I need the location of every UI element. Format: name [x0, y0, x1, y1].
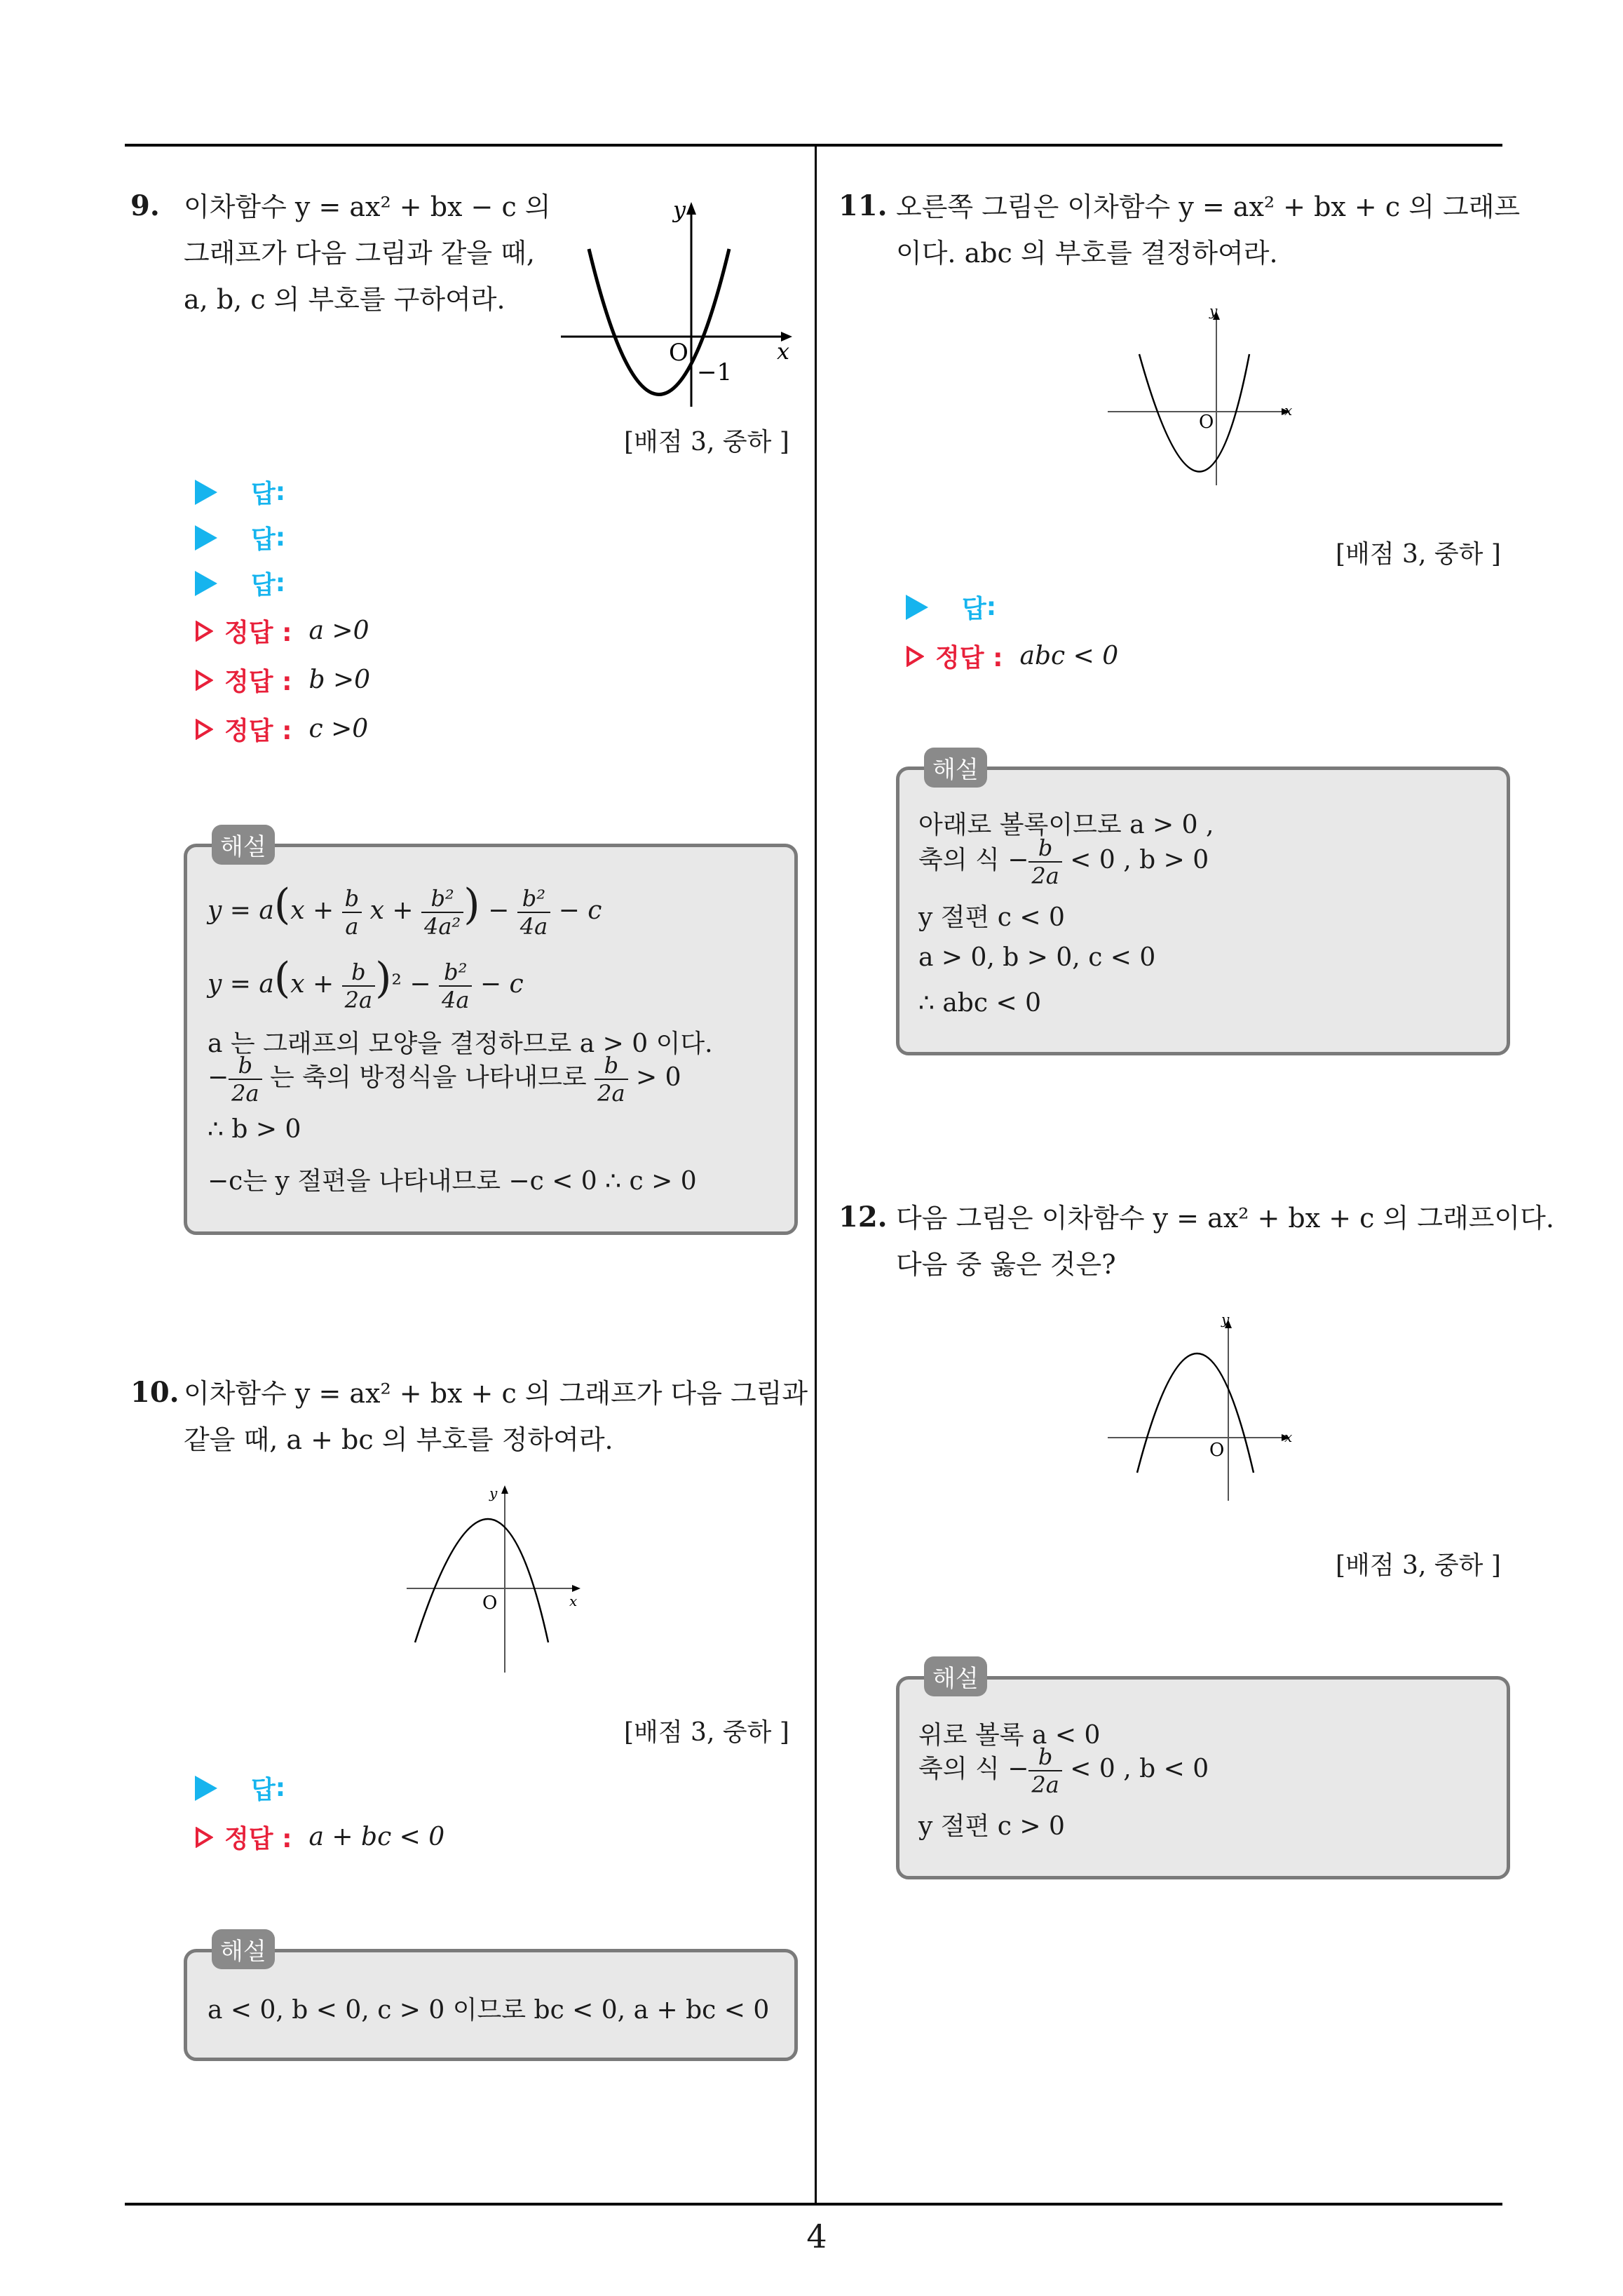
solution-line: − $\frac{b}{2a}$ 는 축의 방정식을 나타내므로 $\frac{b}{2a}$ > 0 — [208, 1052, 681, 1107]
play-icon — [195, 571, 217, 596]
solution-line: y = a(x + $\frac{b}{2a}$ )² − $\frac{\text{b²}}{4a}$ − c — [208, 954, 524, 1013]
origin-label: O — [482, 1593, 498, 1614]
play-icon — [195, 525, 217, 551]
y-axis-label: y — [1209, 302, 1218, 319]
question-text-line: 이다. abc 의 부호를 결정하여라. — [896, 238, 1278, 269]
answer-row: 답 : — [195, 474, 285, 510]
correct-answer-value: c >0 — [308, 715, 369, 743]
question-text-line: 오른쪽 그림은 이차함수 y = ax² + bx + c 의 그래프 — [896, 191, 1521, 222]
solution-line: 축의 식 − $\frac{b}{2a}$ < 0 , b > 0 — [918, 835, 1209, 889]
question-number: 9. — [130, 189, 160, 222]
correct-answer-label: 정답 : — [224, 1825, 292, 1853]
outline-triangle-icon — [195, 621, 213, 642]
parabola-graph — [561, 196, 799, 407]
answer-row: 답 : — [195, 520, 285, 555]
question-text-line: 다음 그림은 이차함수 y = ax² + bx + c 의 그래프이다. — [896, 1203, 1554, 1234]
answer-row: 답 : — [195, 565, 285, 601]
correct-answer-label: 정답 : — [224, 717, 292, 745]
x-axis-label: x — [1284, 1429, 1293, 1445]
question-text-line: 이차함수 y = ax² + bx + c 의 그래프가 다음 그림과 — [184, 1378, 808, 1409]
solution-line: 아래로 볼록이므로 a > 0 , — [918, 811, 1214, 839]
score-label: [배점 3, 중하 ] — [624, 428, 789, 457]
origin-label: O — [669, 339, 688, 367]
score-label: [배점 3, 중하 ] — [1336, 1551, 1501, 1580]
correct-answer-row — [195, 662, 370, 698]
question-number: 11. — [838, 189, 888, 222]
answer-row: 답 : — [195, 1770, 285, 1806]
question-number: 10. — [130, 1376, 179, 1409]
correct-answer-row — [906, 638, 1118, 674]
correct-answer-value: abc < 0 — [1019, 642, 1119, 670]
play-icon — [195, 480, 217, 505]
solution-line: 위로 볼록 a < 0 — [918, 1721, 1101, 1750]
solution-line: −c는 y 절편을 나타내므로 −c < 0 ∴ c > 0 — [208, 1167, 697, 1196]
score-label: [배점 3, 중하 ] — [624, 1718, 789, 1747]
solution-tag: 해설 — [212, 825, 275, 865]
question-text-line: 이차함수 y = ax² + bx − c 의 — [184, 191, 551, 222]
top-rule — [125, 144, 1502, 147]
outline-triangle-icon — [906, 646, 924, 667]
solution-line: a < 0, b < 0, c > 0 이므로 bc < 0, a + bc < 0 — [208, 1996, 770, 2025]
origin-label: O — [1199, 412, 1214, 433]
correct-answer-label: 정답 : — [935, 644, 1003, 673]
outline-triangle-icon — [195, 670, 213, 691]
outline-triangle-icon — [195, 719, 213, 740]
answer-label: 답 — [251, 525, 276, 554]
bottom-rule — [125, 2203, 1502, 2206]
answer-label: 답 — [251, 480, 276, 508]
answer-label: 답 — [251, 1776, 276, 1804]
solution-tag: 해설 — [924, 748, 987, 788]
correct-answer-value: a >0 — [308, 616, 369, 645]
page-number: 4 — [806, 2217, 827, 2255]
correct-answer-row — [195, 711, 368, 747]
play-icon — [906, 595, 928, 620]
correct-answer-row — [195, 613, 369, 649]
origin-label: O — [1209, 1440, 1225, 1461]
question-text-line: a, b, c 의 부호를 구하여라. — [184, 284, 505, 315]
solution-line: y = a(x + $\frac{b}{a}$ x + $\frac{\text{b²}}{\text{4a²}}$ ) − $\frac{\text{b²}}{4a}$ − c — [208, 880, 602, 940]
solution-line: ∴ b > 0 — [208, 1115, 301, 1144]
question-text-line: 그래프가 다음 그림과 같을 때, — [184, 238, 535, 269]
answer-row: 답 : — [906, 589, 996, 625]
correct-answer-label: 정답 : — [224, 619, 292, 647]
solution-line: ∴ abc < 0 — [918, 989, 1041, 1018]
correct-answer-value: a + bc < 0 — [308, 1823, 445, 1851]
score-label: [배점 3, 중하 ] — [1336, 540, 1501, 569]
solution-tag: 해설 — [212, 1929, 275, 1969]
x-axis-label: x — [569, 1593, 578, 1609]
parabola-graph — [400, 1480, 589, 1676]
solution-line: y 절편 c < 0 — [918, 903, 1065, 932]
solution-line: a > 0, b > 0, c < 0 — [918, 943, 1156, 972]
answer-label: 답 — [962, 595, 986, 623]
solution-line: a 는 그래프의 모양을 결정하므로 a > 0 이다. — [208, 1029, 713, 1058]
x-axis-label: x — [1284, 402, 1293, 419]
parabola-graph — [1101, 1304, 1304, 1508]
parabola-graph — [1101, 302, 1304, 491]
outline-triangle-icon — [195, 1827, 213, 1848]
column-divider — [815, 145, 817, 2204]
question-text-line: 다음 중 옳은 것은? — [896, 1249, 1116, 1280]
correct-answer-row — [195, 1819, 444, 1855]
question-number: 12. — [838, 1201, 888, 1234]
play-icon — [195, 1776, 217, 1801]
answer-label: 답 — [251, 571, 276, 600]
solution-line: 축의 식 − $\frac{b}{2a}$ < 0 , b < 0 — [918, 1743, 1209, 1798]
solution-tag: 해설 — [924, 1656, 987, 1696]
solution-line: y 절편 c > 0 — [918, 1812, 1065, 1841]
y-axis-label: y — [673, 196, 686, 223]
question-text-line: 같을 때, a + bc 의 부호를 정하여라. — [184, 1424, 613, 1455]
x-axis-label: x — [777, 338, 790, 365]
correct-answer-label: 정답 : — [224, 668, 292, 696]
correct-answer-value: b >0 — [308, 666, 371, 694]
y-axis-label: y — [1221, 1311, 1230, 1328]
y-axis-label: y — [489, 1485, 498, 1501]
intercept-label: −1 — [697, 358, 733, 386]
